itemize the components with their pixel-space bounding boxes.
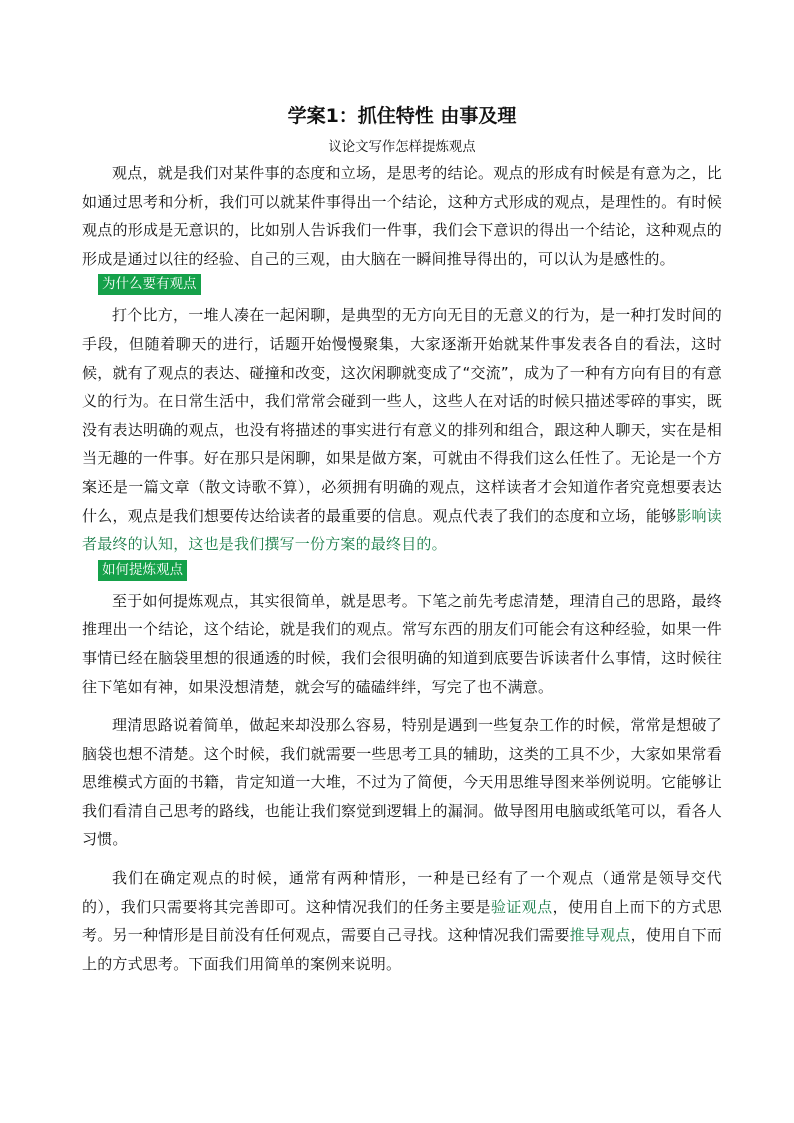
how-paragraph-3-part-b: ，使用自上而下的方式思考。另一种情形是目前没有任何观点，需要自己寻找。这种情况我们需要 <box>82 897 722 945</box>
how-paragraph-1: 至于如何提炼观点，其实很简单，就是思考。下笔之前先考虑清楚，理清自己的思路，最终推理出一个结论，这个结论，就是我们的观点。常写东西的朋友们可能会有这种经验，如果一件事情已经在脑袋里想的很通透的时候，我们会很明确的知道到底要告诉读者什么事情，这时候往往下笔如有神，如果没想清楚，就会写的磕磕绊绊，写完了也不满意。 <box>82 591 722 696</box>
verify-viewpoint-highlight: 验证观点 <box>490 897 553 916</box>
how-paragraph-3-part-a: 我们在确定观点的时候，通常有两种情形，一种是已经有了一个观点（通常是领导交代的），我们只需要将其完善即可。这种情况我们的任务主要是 <box>82 869 722 916</box>
why-paragraph <box>82 301 722 558</box>
document-title: 学案1：抓住特性 由事及理 <box>287 105 517 127</box>
section-heading-why <box>98 273 722 295</box>
why-paragraph-text: 打个比方，一堆人凑在一起闲聊，是典型的无方向无目的无意义的行为，是一种打发时间的手段，但随着聊天的进行，话题开始慢慢聚集，大家逐渐开始就某件事发表各自的看法，这时候，就有了观点的表达、碰撞和改变，这次闲聊就变成了“交流”，成为了一种有方向有目的有意义的行为。在日常生活中，我们常常会碰到一些人，这些人在对话的时候只描述零碎的事实，既没有表达明确的观点，也没有将描述的事实进行有意义的排列和组合，跟这种人聊天，实在是相当无趣的一件事。好在那只是闲聊，如果是做方案，可就由不得我们这么任性了。无论是一个方案还是一篇文章（散文诗歌不算），必须拥有明确的观点，这样读者才会知道作者究竟想要表达什么，观点是我们想要传达给读者的最重要的信息。观点代表了我们的态度和立场，能够 <box>82 306 722 525</box>
section-label-why: 为什么要有观点 <box>98 274 201 295</box>
document-subtitle: 议论文写作怎样提炼观点 <box>328 140 476 155</box>
intro-paragraph: 观点，就是我们对某件事的态度和立场，是思考的结论。观点的形成有时候是有意为之，比如通过思考和分析，我们可以就某件事得出一个结论，这种方式形成的观点，是理性的。有时候观点的形成是无意识的，比如别人告诉我们一件事，我们会下意识的得出一个结论，这种观点的形成是通过以往的经验、自己的三观，由大脑在一瞬间推导得出的，可以认为是感性的。 <box>82 164 722 268</box>
section-label-how: 如何提炼观点 <box>98 560 187 581</box>
why-paragraph-highlight: 影响读者最终的认知，这也是我们撰写一份方案的最终目的 <box>82 506 722 554</box>
how-paragraph-3-part-c: ，使用自下而上的方式思考。下面我们用简单的案例来说明。 <box>82 926 723 973</box>
derive-viewpoint-highlight: 推导观点 <box>569 926 631 945</box>
how-paragraph-3 <box>82 864 722 978</box>
why-paragraph-end: 。 <box>431 535 447 554</box>
how-paragraph-2: 理清思路说着简单，做起来却没那么容易，特别是遇到一些复杂工作的时候，常常是想破了脑袋也想不清楚。这个时候，我们就需要一些思考工具的辅助，这类的工具不少，大家如果常看思维模式方面的书籍，肯定知道一大堆，不过为了简便，今天用思维导图来举例说明。它能够让我们看清自己思考的路线，也能让我们察觉到逻辑上的漏洞。做导图用电脑或纸笔可以，看各人习惯。 <box>82 716 722 849</box>
section-heading-how <box>98 559 722 581</box>
